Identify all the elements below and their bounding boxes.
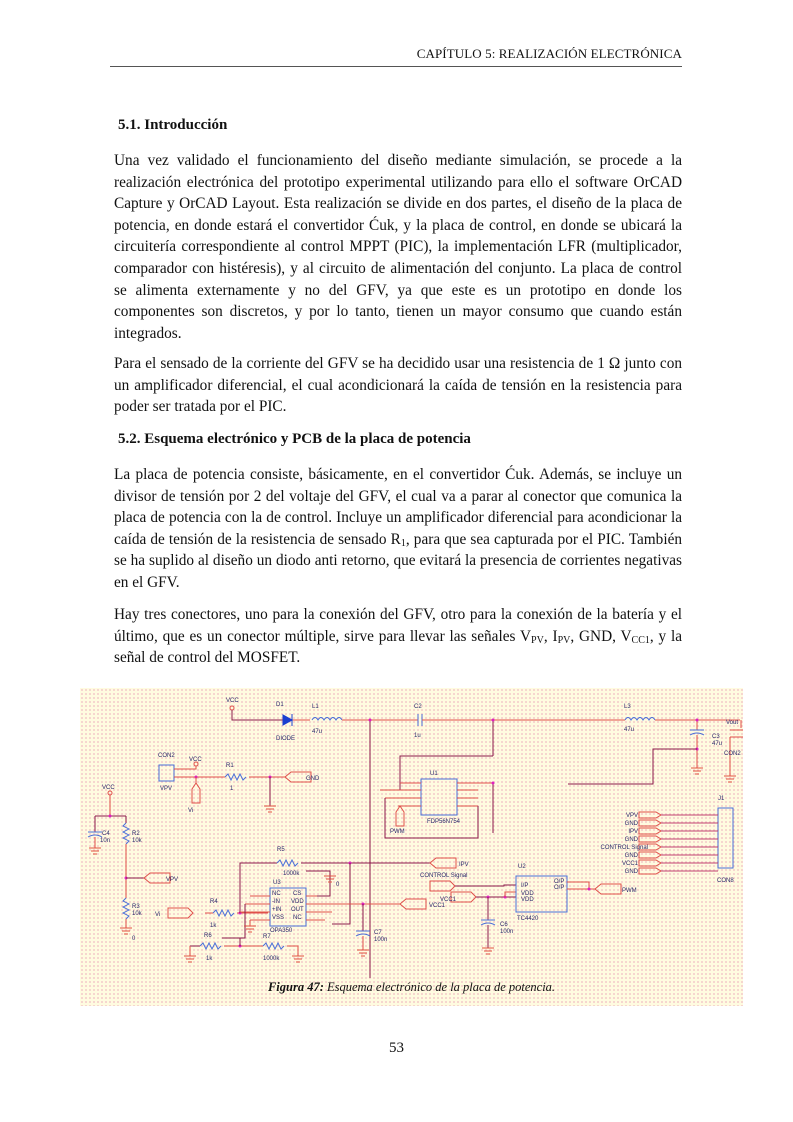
subscript: PV <box>557 634 571 646</box>
label-r1-value: 1 <box>230 786 234 792</box>
capacitor-c4-icon <box>88 832 102 837</box>
label-r4-value: 1k <box>210 923 217 929</box>
label-u1: U1 <box>430 771 438 777</box>
ground-icon <box>691 768 703 774</box>
inductor-l1-icon <box>312 718 342 721</box>
label-pin: VDD <box>521 891 534 897</box>
paragraph-intro: Una vez validado el funcionamiento del diseño mediante simulación, se procede a la realización electrónica del prototipo experimental utilizando para ello el software OrCAD Capture y OrCAD Layout. Esta realización se divide en dos partes, el diseño de la placa de potencia, en donde estará el convertidor Ćuk, y la placa de control, en donde se ubicará la circuitería correspondiente al control MPPT (PIC), la implementación LFR (multiplicador, comparador con histéresis), y al circuito de alimentación del conjunto. La placa de control se alimenta externamente y no del GFV, ya que este es un prototipo en donde los componentes son discretos, y por lo tanto, tienen un mayor consumo que cuando están integrados. <box>114 152 682 342</box>
label-r5-value: 1000k <box>283 871 300 877</box>
label-d1: D1 <box>276 702 284 708</box>
label-r2: R2 <box>132 831 140 837</box>
figure-caption-text: Esquema electrónico de la placa de potencia. <box>323 980 556 994</box>
ground-icon <box>120 928 132 934</box>
schematic-figure <box>80 688 743 1006</box>
capacitor-c2-icon <box>418 714 422 726</box>
label-vout: Vout <box>726 720 739 726</box>
resistor-r2-icon <box>123 823 129 844</box>
label-l3: L3 <box>624 704 631 710</box>
label-zero: 0 <box>336 882 340 888</box>
figure-label: Figura 47: <box>267 980 324 994</box>
paragraph-text: , y la señal de control del MOSFET. <box>114 627 682 667</box>
port-pwm-icon <box>396 806 404 826</box>
figure-caption <box>80 980 743 995</box>
circuit-schematic <box>80 688 743 978</box>
paragraph-connectors <box>114 604 682 669</box>
port-vi-icon <box>168 908 193 918</box>
label-pin: -IN <box>272 899 280 905</box>
label-r2-value: 10k <box>132 838 142 844</box>
label-j1-net: GND <box>624 821 638 827</box>
connector-j1-icon <box>718 808 733 868</box>
label-c7-value: 100n <box>374 937 388 943</box>
label-vcc1: VCC1 <box>440 897 457 903</box>
capacitor-c3-icon <box>690 730 704 735</box>
label-c6-value: 100n <box>500 929 514 935</box>
resistor-r6-icon <box>200 943 221 949</box>
label-r7: R7 <box>263 934 271 940</box>
chapter-title: CAPÍTULO 5: REALIZACIÓN ELECTRÓNICA <box>416 46 682 61</box>
label-r4: R4 <box>210 899 218 905</box>
label-vpv-conn: VPV <box>160 786 173 792</box>
label-j1-net: VCC1 <box>621 861 638 867</box>
label-u3-part: OPA350 <box>270 928 293 934</box>
label-j1-net: GND <box>624 869 638 875</box>
label-control-signal: CONTROL Signal <box>420 873 468 879</box>
paragraph-text: , I <box>543 627 558 645</box>
label-u2: U2 <box>518 864 526 870</box>
inductor-l3-icon <box>625 718 655 721</box>
paragraph-current-sensing: Para el sensado de la corriente del GFV se ha decidido usar una resistencia de 1 Ω junto con un amplificador diferencial, el cual acondicionará la caída de tensión en la resistencia para poder ser tratada por el PIC. <box>114 355 682 416</box>
port-pwm-icon <box>595 884 621 894</box>
junction-icon <box>588 888 591 891</box>
resistor-r3-icon <box>123 898 129 919</box>
ground-icon <box>184 956 196 962</box>
label-vcc: VCC <box>102 785 115 791</box>
ground-icon <box>724 776 736 782</box>
label-c4: C4 <box>102 831 110 837</box>
running-header <box>110 44 682 67</box>
label-c3-value: 47u <box>712 741 723 747</box>
label-r6-value: 1k <box>206 956 213 962</box>
paragraph-text: , GND, V <box>570 627 632 645</box>
label-r3-value: 10k <box>132 911 142 917</box>
label-pin: VSS <box>272 915 285 921</box>
resistor-r5-icon <box>277 860 298 866</box>
label-pin: O/P <box>554 879 565 885</box>
label-pin: +IN <box>272 907 282 913</box>
label-vi: Vi <box>188 808 194 814</box>
subscript: PV <box>531 634 544 646</box>
ground-icon <box>89 848 101 854</box>
port-vi-icon <box>192 783 200 803</box>
port-vcc1-icon <box>400 899 426 909</box>
label-u3: U3 <box>273 880 281 886</box>
ground-icon <box>264 806 276 812</box>
label-u2-part: TC4420 <box>517 916 539 922</box>
label-pin: NC <box>272 891 281 897</box>
connector-con2-in-icon <box>159 765 174 781</box>
label-c3: C3 <box>712 734 720 740</box>
label-pin: NC <box>293 915 302 921</box>
label-pwm: PWM <box>390 829 405 835</box>
resistor-r1-icon <box>225 774 246 780</box>
label-c6: C6 <box>500 922 508 928</box>
label-u1-part: FDP56N754 <box>427 819 461 825</box>
label-con2-out: CON2 <box>724 751 741 757</box>
label-c7: C7 <box>374 930 382 936</box>
port-control-signal-icon <box>430 881 455 891</box>
ground-icon <box>292 956 304 962</box>
label-j1: J1 <box>718 796 725 802</box>
vcc-power-icon <box>230 706 234 710</box>
page-number: 53 <box>389 1040 404 1056</box>
subscript: CC1 <box>631 634 650 646</box>
label-r5: R5 <box>277 847 285 853</box>
label-gnd: GND <box>306 776 320 782</box>
port-ipv-icon <box>430 858 456 868</box>
label-j1-net: CONTROL Signal <box>600 845 648 851</box>
label-vcc1: VCC1 <box>429 903 446 909</box>
label-vcc: VCC <box>226 698 239 704</box>
label-c2-value: 1u <box>414 733 421 739</box>
paragraph-text: Hay tres conectores, uno para la conexión del GFV, otro para la conexión de la batería y el último, que es un conector múltiple, sirve para llevar las señales V <box>114 606 682 645</box>
ground-icon <box>482 948 494 954</box>
label-r3: R3 <box>132 904 140 910</box>
junction-icon <box>492 719 495 722</box>
subscript: 1 <box>400 537 406 549</box>
ground-icon <box>357 950 369 956</box>
label-r6: R6 <box>204 933 212 939</box>
paragraph-text: La placa de potencia consiste, básicamente, en el convertidor Ćuk. Además, se incluye un divisor de tensión por 2 del voltaje del GFV, el cual va a parar al conector que comunica la placa de potencia con la de control. Incluye un amplificador diferencial para acondicionar la caída de tensión de la resistencia de sensado R <box>114 466 682 548</box>
label-pin: O/P <box>554 885 565 891</box>
paragraph-text: , para que sea capturada por el PIC. También se ha suplido al diseño un diodo anti retorno, que evitará la presencia de corrientes negativas en el GFV. <box>114 530 683 591</box>
label-pin: CS <box>293 891 302 897</box>
junction-icon <box>696 719 699 722</box>
mosfet-u1-icon <box>421 779 457 815</box>
label-vcc: VCC <box>189 757 202 763</box>
paragraph-power-board <box>114 464 682 594</box>
label-j1-net: GND <box>624 837 638 843</box>
junction-icon <box>109 815 112 818</box>
capacitor-c7-icon <box>356 931 370 936</box>
resistor-r7-icon <box>263 943 284 949</box>
resistor-r4-icon <box>213 910 234 916</box>
junction-icon <box>492 782 495 785</box>
label-con2-in: CON2 <box>158 753 175 759</box>
label-j1-net: GND <box>624 853 638 859</box>
section-title-5-2: 5.2. Esquema electrónico y PCB de la placa de potencia <box>118 431 471 447</box>
label-j1-net: IPV <box>628 829 638 835</box>
label-l3-value: 47u <box>624 727 635 733</box>
label-r1: R1 <box>226 763 234 769</box>
vcc-power-icon <box>108 791 112 795</box>
label-pin: VDD <box>521 897 534 903</box>
label-pin: VDD <box>291 899 304 905</box>
label-ipv: IPV <box>459 862 469 868</box>
label-c2: C2 <box>414 704 422 710</box>
ground-icon <box>244 926 256 932</box>
label-l1-value: 47u <box>312 729 323 735</box>
section-title-5-1: 5.1. Introducción <box>118 117 228 133</box>
label-vi: Vi <box>155 912 161 918</box>
label-pin: OUT <box>291 907 304 913</box>
label-r7-value: 1000k <box>263 956 280 962</box>
label-c4-value: 10n <box>100 838 111 844</box>
label-j1-net: VPV <box>625 813 638 819</box>
label-vpv: VPV <box>166 877 179 883</box>
label-j1-part: CON8 <box>717 878 734 884</box>
label-zero: 0 <box>132 936 136 942</box>
label-l1: L1 <box>312 704 319 710</box>
label-pwm: PWM <box>622 888 637 894</box>
junction-icon <box>369 719 372 722</box>
capacitor-c6-icon <box>481 920 495 925</box>
label-pin: I/P <box>521 883 529 889</box>
diode-icon <box>283 714 292 726</box>
label-d1-value: DIODE <box>276 736 296 742</box>
